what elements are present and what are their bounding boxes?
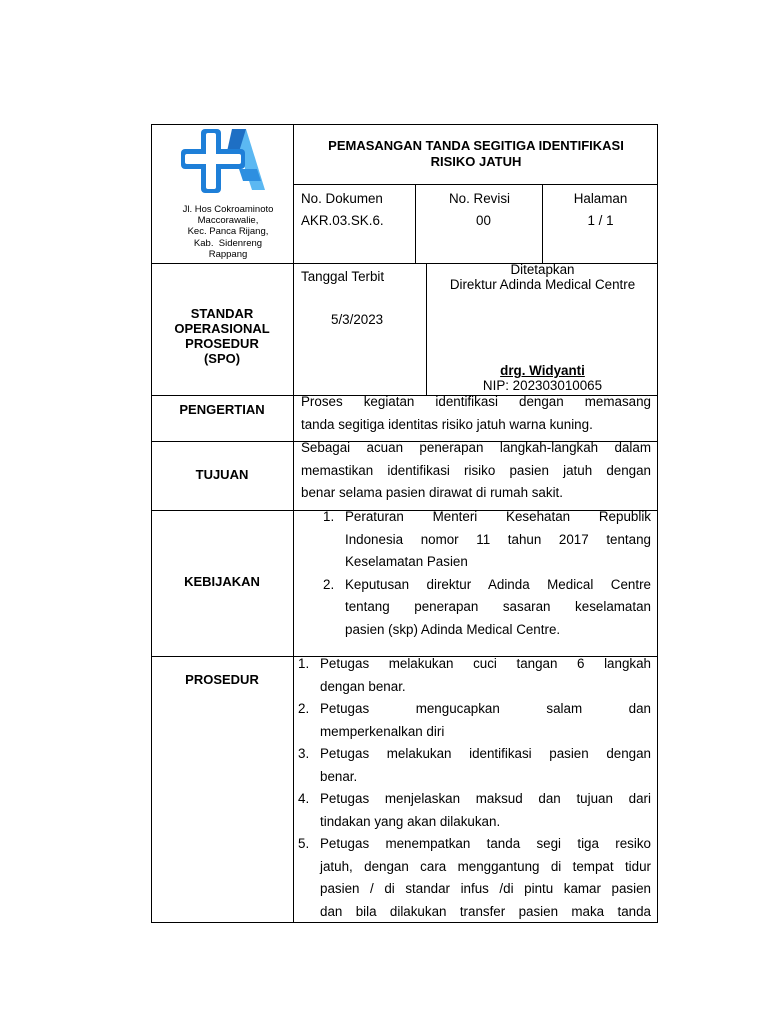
text-line: Keputusan direktur Adinda Medical Centre (345, 576, 651, 592)
text-line: tentang penerapan sasaran keselamatan (345, 599, 651, 614)
item-number: 1. (323, 509, 335, 524)
item-number: 2. (298, 701, 310, 716)
text-line: pasien (skp) Adinda Medical Centre. (345, 621, 561, 637)
column-divider (415, 184, 416, 264)
item-number: 5. (298, 836, 310, 851)
no-revisi-label: No. Revisi (449, 191, 511, 206)
no-revisi-value: 00 (476, 213, 491, 228)
direktur-title: Direktur Adinda Medical Centre (449, 277, 636, 292)
address-line: Jl. Hos Cokroaminoto (182, 204, 274, 215)
item-number: 4. (298, 791, 310, 806)
title-line: RISIKO JATUH (430, 154, 522, 169)
address-line: Rappang (208, 248, 248, 260)
spo-label-line: (SPO) (203, 351, 241, 366)
halaman-value: 1 / 1 (587, 213, 614, 228)
text-line: Petugas mengucapkan salam dan (320, 701, 651, 716)
title-line: PEMASANGAN TANDA SEGITIGA IDENTIFIKASI (328, 138, 624, 153)
item-number: 1. (298, 656, 310, 671)
halaman-label: Halaman (573, 191, 628, 206)
text-line: dengan benar. (320, 678, 406, 694)
prosedur-item (298, 833, 651, 923)
no-dokumen-value: AKR.03.SK.6. (301, 213, 384, 228)
tujuan-text (301, 437, 651, 505)
text-line: memastikan identifikasi risiko pasien jatuh dengan (301, 462, 651, 478)
ditetapkan-label: Ditetapkan (510, 262, 575, 277)
text-line: Petugas menempatkan tanda segi tiga resiko (320, 836, 651, 851)
prosedur-label: PROSEDUR (185, 672, 259, 687)
spo-label-line: OPERASIONAL (174, 321, 270, 336)
address-line: Kec. Panca Rijang, (187, 226, 269, 238)
pengertian-text (301, 391, 651, 436)
text-line: jatuh, dengan cara menggantung di tempat tidur (320, 858, 651, 874)
prosedur-item (298, 743, 651, 788)
spo-label-line: STANDAR (190, 306, 254, 321)
pengertian-label: PENGERTIAN (179, 402, 265, 417)
prosedur-list (298, 653, 651, 923)
text-line: tindakan yang akan dilakukan. (320, 813, 501, 829)
prosedur-item (298, 653, 651, 698)
spo-document (151, 124, 658, 923)
text-line: pasien / di standar infus /di pintu kamar pasien (320, 881, 651, 896)
document-title (294, 138, 658, 170)
hospital-cross-a-logo (179, 125, 267, 197)
no-dokumen-label: No. Dokumen (301, 191, 383, 206)
address-line: Kab. Sidenreng (193, 237, 263, 249)
text-line: Petugas melakukan identifikasi pasien dengan (320, 746, 651, 761)
text-line: Peraturan Menteri Kesehatan Republik (345, 509, 651, 524)
border (657, 124, 658, 923)
kebijakan-item (323, 574, 651, 642)
item-number: 3. (298, 746, 310, 761)
prosedur-item (298, 698, 651, 743)
row-divider (293, 184, 658, 185)
hospital-address (161, 204, 295, 260)
text-line: dan bila dilakukan transfer pasien maka tanda (320, 903, 651, 919)
item-number: 2. (323, 576, 335, 592)
text-line: Keselamatan Pasien (345, 554, 468, 569)
prosedur-item (298, 788, 651, 833)
text-line: Sebagai acuan penerapan langkah-langkah dalam (301, 440, 651, 455)
text-line: Indonesia nomor 11 tahun 2017 tentang (345, 531, 651, 547)
kebijakan-item (323, 506, 651, 574)
text-line: benar selama pasien dirawat di rumah sakit. (301, 485, 563, 500)
tanggal-terbit-label: Tanggal Terbit (301, 269, 385, 284)
text-line: Petugas melakukan cuci tangan 6 langkah (320, 656, 651, 671)
spo-label-line: PROSEDUR (185, 336, 259, 351)
kebijakan-list (323, 506, 651, 641)
kebijakan-label: KEBIJAKAN (184, 574, 260, 589)
text-line: Proses kegiatan identifikasi dengan memasang (301, 394, 651, 409)
signer-name: drg. Widyanti (500, 363, 585, 378)
text-line: tanda segitiga identitas risiko jatuh warna kuning. (301, 416, 593, 432)
tanggal-terbit-value: 5/3/2023 (331, 312, 384, 327)
signer-nip: NIP: 202303010065 (482, 378, 603, 393)
text-line: benar. (320, 768, 358, 784)
border (151, 124, 152, 923)
text-line: memperkenalkan diri (320, 723, 445, 739)
tujuan-label: TUJUAN (195, 467, 249, 482)
spo-label (151, 306, 293, 366)
address-line: Maccorawalie, (197, 215, 259, 227)
text-line: Petugas menjelaskan maksud dan tujuan dari (320, 791, 651, 806)
